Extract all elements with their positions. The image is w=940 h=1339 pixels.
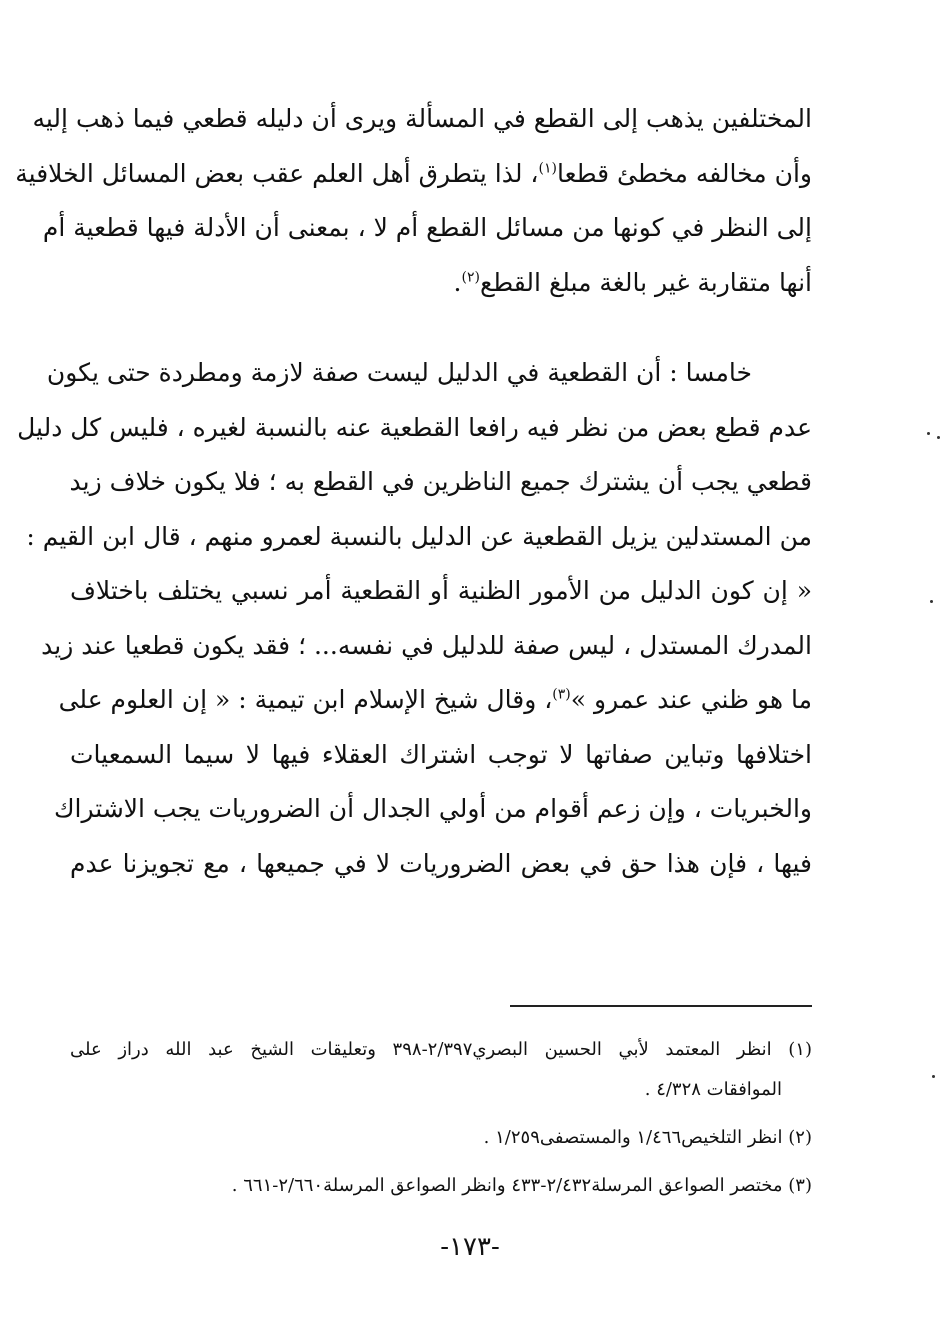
text-line: عدم قطع بعض من نظر فيه رافعا القطعية عنه بالنسبة لغيره ، فليس كل دليل <box>17 412 812 442</box>
text-line <box>15 147 812 202</box>
footnote-mark: (١) <box>538 160 557 177</box>
footnote-1: (١) انظر المعتمد لأبي الحسين البصري٢/٣٩٧-٣٩٨ وتعليقات الشيخ عبد الله دراز على <box>70 1039 812 1060</box>
scan-speck <box>932 1075 935 1078</box>
text-fragment: . <box>453 267 462 297</box>
footnote-1-continued: الموافقات ٤/٣٢٨ . <box>644 1079 782 1100</box>
paragraph-gap <box>70 310 812 346</box>
text-line: والخبريات ، وإن زعم أقوام من أولي الجدال أن الضروريات يجب الاشتراك <box>53 794 812 823</box>
text-line: قطعي يجب أن يشترك جميع الناظرين في القطع به ؛ فلا يكون خلاف زيد <box>69 467 812 496</box>
text-fragment: أنها متقاربة غير بالغة مبلغ القطع <box>479 267 812 297</box>
footnote-mark: (٢) <box>461 269 480 286</box>
text-line: المختلفين يذهب إلى القطع في المسألة ويرى أن دليله قطعي فيما ذهب إليه <box>32 104 812 133</box>
text-line <box>58 673 812 728</box>
text-line: خامسا : أن القطعية في الدليل ليست صفة لازمة ومطردة حتى يكون <box>46 358 752 387</box>
text-fragment: وأن مخالفه مخطئ قطعا <box>556 158 812 188</box>
scan-speck <box>927 432 930 435</box>
footnote-mark: (٣) <box>552 686 571 703</box>
paragraph-1 <box>15 92 812 310</box>
footnotes <box>70 1030 812 1206</box>
text-line <box>70 256 812 311</box>
text-line: المدرك المستدل ، ليس صفة للدليل في نفسه... ؛ فقد يكون قطعيا عند زيد <box>41 630 812 660</box>
text-fragment: ، وقال شيخ الإسلام ابن تيمية : « إن العلوم على <box>58 685 553 714</box>
text-fragment: ، لذا يتطرق أهل العلم عقب بعض المسائل الخلافية <box>15 158 539 188</box>
main-text <box>15 92 812 891</box>
text-line: « إن كون الدليل من الأمور الظنية أو القطعية أمر نسبي يختلف باختلاف <box>70 576 812 605</box>
text-line: إلى النظر في كونها من مسائل القطع أم لا ، بمعنى أن الأدلة فيها قطعية أم <box>42 213 812 242</box>
paragraph-2 <box>17 346 812 891</box>
footnote-2: (٢) انظر التلخيص١/٤٦٦ والمستصفى١/٢٥٩ . <box>483 1127 812 1148</box>
text-line: من المستدلين يزيل القطعية عن الدليل بالنسبة لعمرو منهم ، قال ابن القيم : <box>26 521 812 551</box>
page-number: -١٧٣- <box>440 1232 500 1262</box>
text-line: فيها ، فإن هذا حق في بعض الضروريات لا في جميعها ، مع تجويزنا عدم <box>70 848 812 878</box>
text-line: اختلافها وتباين صفاتها لا توجب اشتراك العقلاء فيها لا سيما السمعيات <box>70 739 812 769</box>
scan-speck <box>930 600 933 603</box>
footnote-3: (٣) مختصر الصواعق المرسلة٢/٤٣٢-٤٣٣ وانظر الصواعق المرسلة٢/٦٦٠-٦٦١ . <box>231 1175 812 1196</box>
text-fragment: ما هو ظني عند عمرو » <box>570 685 812 714</box>
footnote-divider <box>510 1005 812 1007</box>
